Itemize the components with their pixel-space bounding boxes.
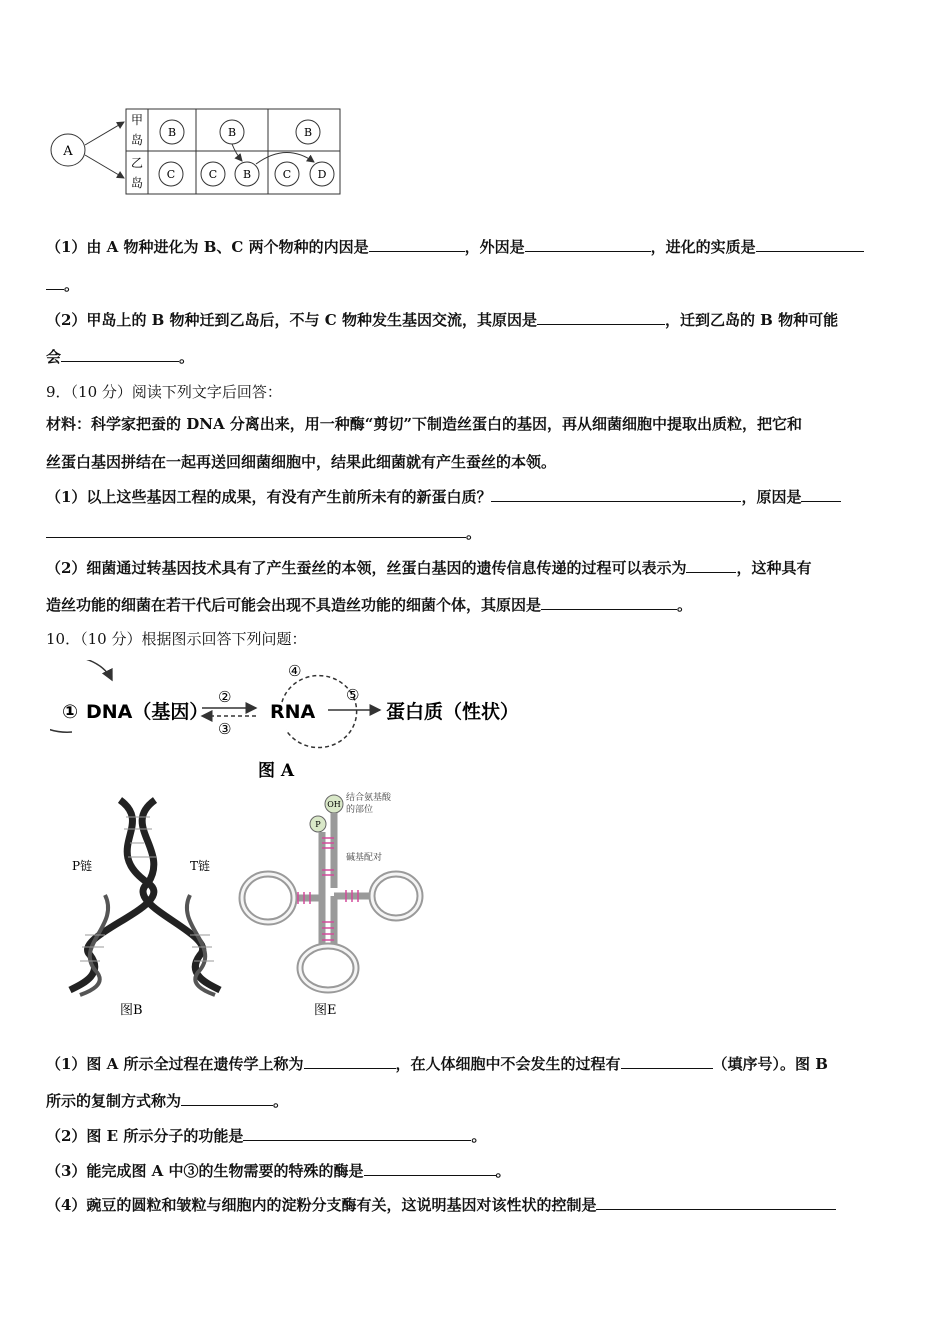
arrow-to-jia	[85, 122, 124, 145]
yi-cell-5: D	[317, 168, 327, 181]
q10-blank-5[interactable]	[364, 1161, 496, 1176]
q9-blank-1[interactable]	[491, 487, 741, 502]
yi-label-1: 乙	[130, 156, 144, 170]
fig-b-t-chain: T链	[190, 859, 211, 873]
fig-b-p-chain: P链	[72, 859, 93, 873]
q8-p1-d: 。	[64, 276, 80, 294]
q10-p4-line	[46, 1194, 836, 1215]
jia-cell-3: B	[303, 126, 313, 139]
q8-p2-a: （2）甲岛上的 B 物种迁到乙岛后，不与 C 物种发生基因交流，其原因是	[46, 311, 537, 329]
jia-cell-2: B	[227, 126, 237, 139]
yi-label-2: 岛	[130, 176, 144, 190]
q8-blank-5[interactable]	[61, 347, 179, 362]
q8-p1-b: ，外因是	[464, 238, 525, 256]
q10-p4-a: （4）豌豆的圆粒和皱粒与细胞内的淀粉分支酶有关，这说明基因对该性状的控制是	[46, 1196, 597, 1214]
fig-e-p: P	[315, 820, 321, 829]
fig-e-amino-site-2: 的部位	[346, 805, 374, 815]
island-diagram-svg	[46, 100, 346, 200]
fig-a-step4: ④	[288, 662, 302, 680]
q9-p1-line	[46, 486, 841, 507]
q8-blank-1[interactable]	[369, 237, 465, 252]
q10-p1-b: ，在人体细胞中不会发生的过程有	[395, 1055, 621, 1073]
q8-blank-2[interactable]	[525, 237, 651, 252]
island-diagram	[46, 100, 346, 200]
q8-blank-4[interactable]	[537, 310, 665, 325]
fig-a-step1: ①	[62, 701, 79, 723]
figure-e	[238, 788, 428, 1018]
q9-p2-c: 造丝功能的细菌在若干代后可能会出现不具造丝功能的细菌个体，其原因是	[46, 596, 542, 614]
q10-p2-b: 。	[471, 1127, 487, 1145]
q9-p2-b: ，这种具有	[736, 559, 812, 577]
q10-blank-4[interactable]	[243, 1126, 471, 1141]
q8-p1-a: （1）由 A 物种进化为 B、C 两个物种的内因是	[46, 238, 369, 256]
q9-p2-d: 。	[677, 596, 693, 614]
q10-p1-a: （1）图 A 所示全过程在遗传学上称为	[46, 1055, 304, 1073]
q8-p1-line	[46, 236, 864, 257]
q10-p1-c: （填序号）。图 B	[712, 1055, 828, 1073]
q9-p1-a: （1）以上这些基因工程的成果，有没有产生前所未有的新蛋白质？	[46, 488, 492, 506]
q9-p1-c: 。	[466, 524, 482, 542]
figure-b	[60, 795, 235, 1020]
fig-a-rna: RNA	[270, 701, 316, 723]
q10-p3-a: （3）能完成图 A 中③的生物需要的特殊的酶是	[46, 1162, 364, 1180]
yi-cell-4: C	[282, 168, 292, 181]
q8-p1-c: ，进化的实质是	[650, 238, 756, 256]
q9-p2-a: （2）细菌通过转基因技术具有了产生蚕丝的本领，丝蛋白基因的遗传信息传递的过程可以表示为	[46, 559, 687, 577]
q8-p2-c: 会	[46, 348, 62, 366]
q10-blank-3[interactable]	[181, 1091, 273, 1106]
q10-p1-e: 。	[273, 1092, 289, 1110]
figure-b-svg	[60, 795, 235, 1020]
jia-label-2: 岛	[130, 133, 144, 147]
q8-p2-line	[46, 309, 838, 330]
q9-blank-2[interactable]	[801, 487, 841, 502]
q10-p1-line	[46, 1053, 828, 1074]
fig-e-caption: 图E	[314, 1003, 337, 1018]
q9-p1-b: ，原因是	[741, 488, 802, 506]
q10-p2-a: （2）图 E 所示分子的功能是	[46, 1127, 244, 1145]
fig-a-step3: ③	[218, 720, 232, 738]
q8-blank-3[interactable]	[756, 237, 864, 252]
q10-p3-b: 。	[495, 1162, 511, 1180]
fig-a-protein: 蛋白质（性状）	[386, 701, 520, 723]
q9-material-2: 丝蛋白基因拼结在一起再送回细菌细胞中，结果此细菌就有产生蚕丝的本领。	[46, 453, 557, 471]
q9-p2-line	[46, 557, 811, 578]
fig-a-step2: ②	[218, 688, 232, 706]
q9-blank-4[interactable]	[541, 595, 677, 610]
yi-cell-3: B	[242, 168, 252, 181]
q8-p2-line2	[46, 346, 194, 367]
q9-material-1: 材料：科学家把蚕的 DNA 分离出来，用一种酶“剪切”下制造丝蛋白的基因，再从细菌细胞中提取出质粒，把它和	[46, 415, 803, 433]
q10-p2-line	[46, 1125, 486, 1146]
species-a-label: A	[63, 144, 73, 159]
q10-blank-2[interactable]	[621, 1054, 713, 1069]
q10-p1-line2	[46, 1090, 288, 1111]
q9-p2-line2	[46, 594, 692, 615]
q9-p1-line2	[46, 522, 481, 543]
q8-p2-d: 。	[179, 348, 195, 366]
q9-blank-3[interactable]	[686, 558, 736, 573]
arrow-to-yi	[85, 155, 124, 178]
q10-p1-d: 所示的复制方式称为	[46, 1092, 182, 1110]
figure-a	[50, 660, 550, 785]
fig-a-caption: 图 A	[258, 761, 295, 781]
fig-e-amino-site-1: 结合氨基酸	[346, 793, 392, 803]
q10-blank-1[interactable]	[304, 1054, 396, 1069]
yi-cell-2: C	[208, 168, 218, 181]
q8-p1-line2	[46, 274, 79, 295]
fig-e-base-pair: 碱基配对	[346, 853, 383, 863]
q9-title: 9．（10 分）阅读下列文字后回答：	[46, 383, 282, 401]
jia-cell-1: B	[167, 126, 177, 139]
fig-a-step5: ⑤	[346, 686, 360, 704]
q10-title: 10．（10 分）根据图示回答下列问题：	[46, 630, 307, 648]
fig-b-caption: 图B	[120, 1003, 143, 1018]
q8-p2-b: ，迁到乙岛的 B 物种可能	[664, 311, 839, 329]
q8-blank-3-cont[interactable]	[46, 275, 64, 290]
q10-blank-6[interactable]	[596, 1195, 836, 1210]
jia-label-1: 甲	[130, 113, 144, 127]
fig-e-oh: OH	[327, 800, 341, 809]
figure-e-svg	[238, 788, 428, 1018]
q10-p3-line	[46, 1160, 511, 1181]
fig-a-dna: DNA（基因）	[86, 701, 209, 723]
yi-cell-1: C	[166, 168, 176, 181]
q9-blank-2-cont[interactable]	[46, 523, 466, 538]
figure-a-svg	[50, 660, 550, 785]
